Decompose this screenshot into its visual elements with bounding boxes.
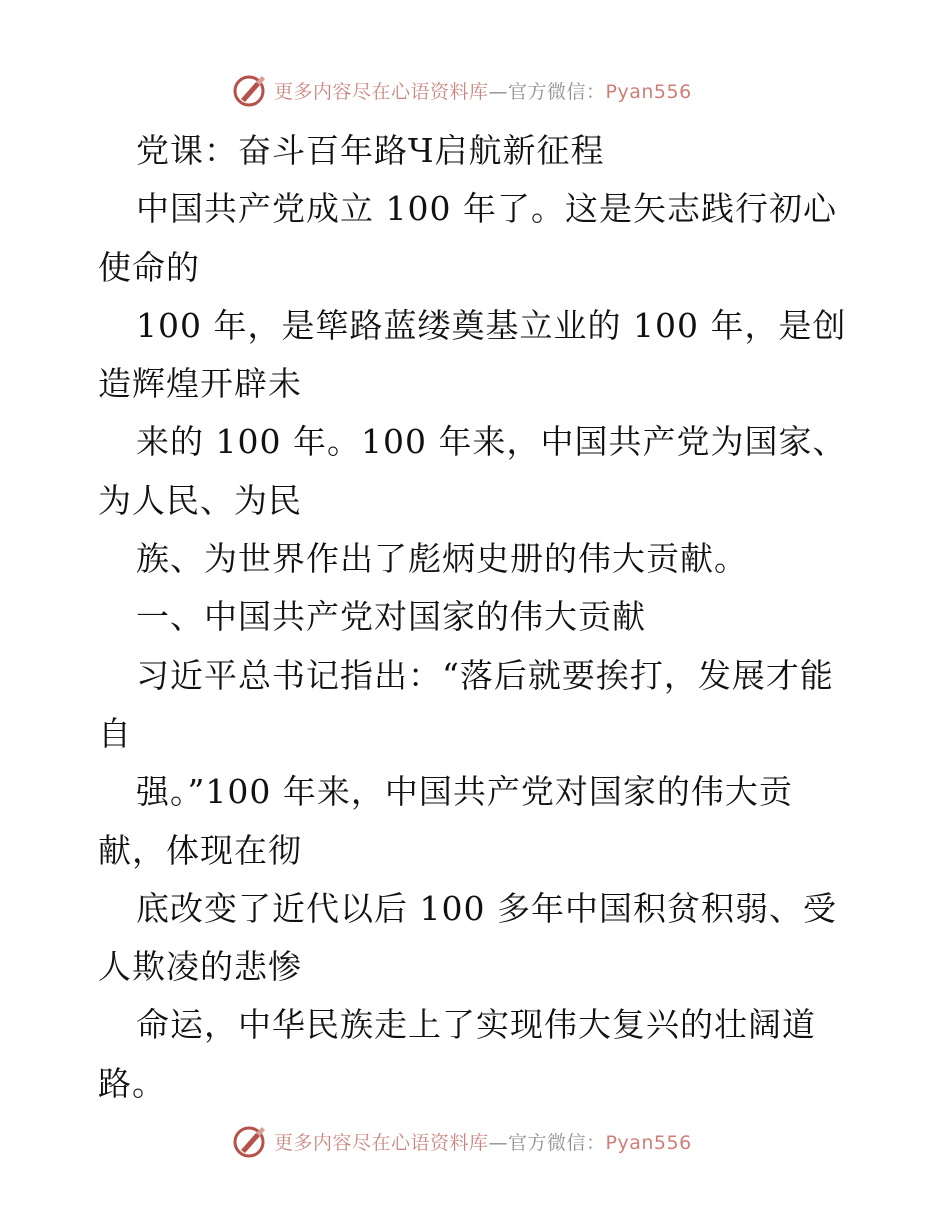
banner-text: 更多内容尽在心语资料库—官方微信：Pyan556 — [274, 1131, 692, 1154]
paragraph-line: 底改变了近代以后 100 多年中国积贫积弱、受 — [136, 888, 837, 928]
paragraph-line: 来的 100 年。100 年来，中国共产党为国家、 — [136, 422, 847, 462]
paragraph-line: 使命的 — [98, 247, 200, 287]
paragraph-line: 路。 — [98, 1063, 166, 1103]
paragraph-line: 强。”100 年来，中国共产党对国家的伟大贡 — [136, 772, 793, 812]
pen-logo-icon — [232, 1123, 268, 1159]
paragraph-line: 造辉煌开辟未 — [98, 364, 302, 404]
paragraph-line: 人欺凌的悲惨 — [98, 947, 302, 987]
paragraph-line: 自 — [98, 713, 132, 753]
paragraph-line: 为人民、为民 — [98, 480, 302, 520]
paragraph-line: 族、为世界作出了彪炳史册的伟大贡献。 — [136, 539, 748, 579]
document-title: 党课：奋斗百年路Ч启航新征程 — [136, 131, 605, 170]
paragraph-line: 中国共产党成立 100 年了。这是矢志践行初心 — [136, 189, 837, 229]
paragraph-line: 献，体现在彻 — [98, 830, 302, 870]
section-heading: 一、中国共产党对国家的伟大贡献 — [136, 597, 646, 637]
paragraph-line: 100 年，是筚路蓝缕奠基立业的 100 年，是创 — [136, 305, 847, 345]
header-banner — [232, 70, 752, 110]
banner-text: 更多内容尽在心语资料库—官方微信：Pyan556 — [274, 80, 692, 103]
paragraph-line: 命运，中华民族走上了实现伟大复兴的壮阔道 — [136, 1005, 816, 1045]
footer-banner — [232, 1121, 752, 1161]
document-body — [98, 122, 868, 1113]
paragraph-line: 习近平总书记指出：“落后就要挨打，发展才能 — [136, 655, 834, 695]
pen-logo-icon — [232, 72, 268, 108]
